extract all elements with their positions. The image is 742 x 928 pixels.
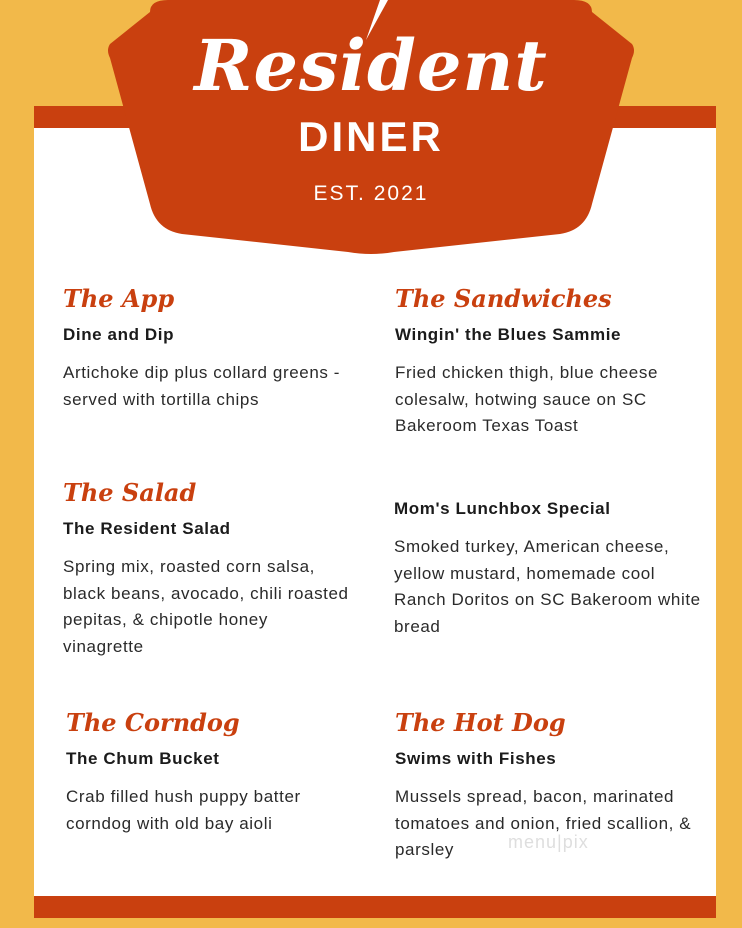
item-description: Artichoke dip plus collard greens - served with tortilla chips [63, 363, 341, 409]
item-name: The Chum Bucket [66, 749, 220, 768]
logo-established: EST. 2021 [313, 182, 429, 205]
item-description: Fried chicken thigh, blue cheese colesalw, hotwing sauce on SC Bakeroom Texas Toast [395, 363, 659, 435]
item-description: Smoked turkey, American cheese, yellow mustard, homemade cool Ranch Doritos on SC Bakeroom white bread [394, 537, 701, 636]
section-title: The Salad [63, 478, 197, 507]
section-moms-lunchbox [394, 498, 704, 640]
item-name: Wingin' the Blues Sammie [395, 325, 622, 344]
item-name: The Resident Salad [63, 519, 231, 538]
section-the-salad [63, 478, 373, 660]
watermark: menu|pix [508, 832, 589, 852]
logo-diner-text: DINER [298, 113, 444, 160]
item-name: Dine and Dip [63, 325, 175, 344]
section-the-sandwiches [395, 284, 705, 440]
item-description: Mussels spread, bacon, marinated tomatoes and onion, fried scallion, & parsley [395, 787, 692, 859]
logo-script-name: Resident [194, 24, 548, 107]
section-the-app [63, 284, 373, 413]
item-name: Mom's Lunchbox Special [394, 499, 611, 518]
section-title: The Corndog [66, 708, 240, 737]
section-the-corndog [66, 708, 376, 837]
section-title: The Sandwiches [395, 284, 612, 313]
section-title: The Hot Dog [395, 708, 566, 737]
item-description: Crab filled hush puppy batter corndog with old bay aioli [66, 787, 301, 833]
bottom-accent-band [34, 896, 716, 918]
section-title: The App [63, 284, 175, 313]
item-name: Swims with Fishes [395, 749, 557, 768]
item-description: Spring mix, roasted corn salsa, black beans, avocado, chili roasted pepitas, & chipotle honey vinagrette [63, 557, 349, 656]
